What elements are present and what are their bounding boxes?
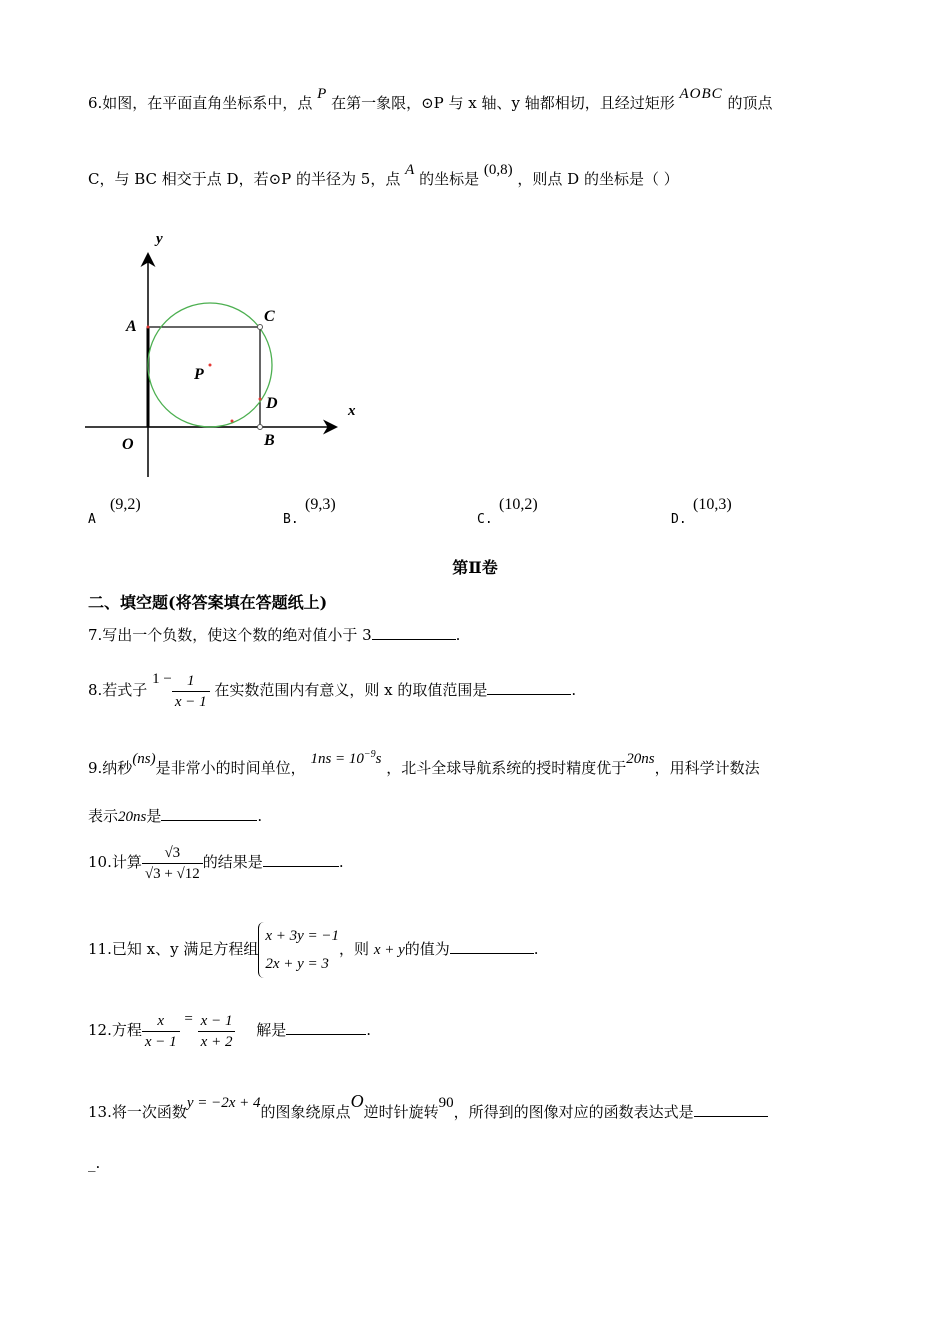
q8-one: 1 − — [152, 671, 172, 687]
q9-text-f: 是 — [146, 807, 162, 825]
q13-end-line — [88, 1152, 100, 1174]
q10-text-b: 的结果是 — [202, 853, 263, 871]
q10-text-a: 10.计算 — [88, 853, 142, 871]
q9-exp: −9 — [363, 749, 376, 760]
option-b-value: (9,3) — [305, 496, 336, 513]
q11-text-b: ，则 — [339, 940, 370, 958]
q8 — [88, 668, 576, 713]
q9-equation — [310, 751, 381, 767]
q11-system — [258, 922, 339, 978]
q6-text-d: C，与 BC 相交于点 D，若⊙P 的半径为 5，点 — [88, 170, 401, 188]
q9-answer-blank[interactable] — [161, 806, 257, 821]
q6-line2 — [88, 162, 679, 191]
q6-text-c: 的顶点 — [727, 94, 773, 112]
q13-o: O — [350, 1091, 364, 1111]
q11-text-c: 的值为 — [404, 940, 450, 958]
q13 — [88, 1091, 768, 1124]
q11-eq1: x + 3y = −1 — [265, 928, 340, 944]
q13-deg: 90 — [438, 1095, 454, 1111]
q10 — [88, 840, 344, 884]
label-a: A — [126, 318, 137, 335]
q13-text-c: 逆时针旋转 — [363, 1103, 439, 1121]
q11-answer-blank[interactable] — [450, 939, 534, 954]
q9-text-e: 表示 — [88, 807, 119, 825]
q6-figure — [80, 225, 370, 480]
q12-text-a: 12.方程 — [88, 1021, 142, 1039]
q13-end: _. — [88, 1154, 101, 1172]
q9-eq: 1ns = 10 — [310, 751, 364, 767]
q13-text-a: 13.将一次函数 — [88, 1103, 187, 1121]
q11-eq2: 2x + y = 3 — [265, 956, 329, 972]
q12-rden: x + 2 — [200, 1033, 233, 1050]
option-c-label: C. — [477, 512, 493, 527]
label-b: B — [264, 432, 275, 449]
q13-text-b: 的图象绕原点 — [260, 1103, 351, 1121]
q8-fraction — [172, 671, 210, 712]
part-title: 第Ⅱ卷 — [452, 558, 498, 577]
q11-text-a: 11.已知 x、y 满足方程组 — [88, 940, 259, 958]
q9-s: s — [375, 751, 382, 767]
q9-text-b: 是非常小的时间单位， — [155, 759, 306, 777]
q12-eq: = — [184, 1011, 193, 1027]
option-a-value: (9,2) — [110, 496, 141, 513]
q10-answer-blank[interactable] — [263, 852, 339, 867]
option-a-label: A — [88, 512, 96, 527]
q10-end: . — [338, 853, 344, 871]
q6-line1 — [88, 86, 773, 115]
label-p: P — [194, 366, 204, 383]
q11-expr: x + y — [373, 942, 405, 958]
option-d-value: (10,3) — [693, 496, 732, 513]
q6-math-p: P — [317, 86, 327, 102]
q6-text-f: ，则点 D 的坐标是（ ） — [517, 170, 679, 188]
q11 — [88, 920, 539, 979]
q9-line2 — [88, 805, 262, 828]
q12-right-fraction — [198, 1011, 236, 1052]
q8-answer-blank[interactable] — [487, 680, 571, 695]
q8-text-b: 在实数范围内有意义，则 x 的取值范围是 — [214, 681, 488, 699]
option-c-value: (10,2) — [499, 496, 538, 513]
label-y: y — [156, 231, 163, 247]
q11-end: . — [533, 940, 539, 958]
q9-text-a: 9.纳秒 — [88, 759, 133, 777]
point-d — [259, 398, 262, 401]
q7-text: 7.写出一个负数，使这个数的绝对值小于 3 — [88, 626, 372, 644]
point-c — [258, 325, 263, 330]
q12-text-b: 解是 — [256, 1021, 287, 1039]
q9-end: . — [257, 807, 263, 825]
label-d: D — [266, 395, 278, 412]
q9-ns: (ns) — [132, 751, 156, 767]
q6-text-b: 在第一象限，⊙P 与 x 轴、y 轴都相切，且经过矩形 — [331, 94, 675, 112]
q6-text-e: 的坐标是 — [419, 170, 480, 188]
option-b-label: B. — [283, 512, 299, 527]
q12-end: . — [366, 1021, 372, 1039]
q7-answer-blank[interactable] — [372, 625, 456, 640]
label-x: x — [348, 403, 356, 419]
q9-line1 — [88, 749, 760, 780]
point-p — [209, 364, 212, 367]
q7 — [88, 624, 460, 646]
q8-num: 1 — [172, 671, 210, 692]
q13-answer-blank[interactable] — [694, 1102, 768, 1117]
q10-fraction — [142, 843, 203, 884]
q13-text-d: ，所得到的图像对应的函数表达式是 — [453, 1103, 694, 1121]
q6-math-a: A — [405, 162, 415, 178]
point-tangent — [231, 420, 234, 423]
option-d-label: D. — [671, 512, 687, 527]
q8-text-a: 8.若式子 — [88, 681, 148, 699]
q8-den: x − 1 — [174, 693, 207, 710]
q9-text-c: ，北斗全球导航系统的授时精度优于 — [386, 759, 627, 777]
q12-rnum: x − 1 — [198, 1011, 236, 1032]
q6-math-aobc: AOBC — [679, 86, 723, 102]
q12-lnum: x — [142, 1011, 180, 1032]
q9-val2: 20ns — [118, 809, 147, 825]
q10-den: √3 + √12 — [144, 865, 200, 882]
q12-left-fraction — [142, 1011, 180, 1052]
q6-text-a: 6.如图，在平面直角坐标系中，点 — [88, 94, 313, 112]
label-c: C — [264, 308, 275, 325]
rectangle-aobc — [148, 327, 260, 427]
q8-end: . — [571, 681, 577, 699]
point-b — [258, 425, 263, 430]
q13-fn: y = −2x + 4 — [186, 1095, 261, 1111]
point-a — [147, 326, 150, 329]
label-o: O — [122, 436, 134, 453]
q7-end: . — [455, 626, 461, 644]
q9-text-d: ，用科学计数法 — [654, 759, 760, 777]
q12 — [88, 1006, 371, 1055]
q9-val: 20ns — [626, 751, 655, 767]
section-title: 二、填空题(将答案填在答题纸上) — [88, 593, 328, 612]
q6-coord-a: (0,8) — [483, 162, 513, 178]
q12-lden: x − 1 — [144, 1033, 177, 1050]
q12-answer-blank[interactable] — [286, 1020, 366, 1035]
q10-num: √3 — [142, 843, 203, 864]
